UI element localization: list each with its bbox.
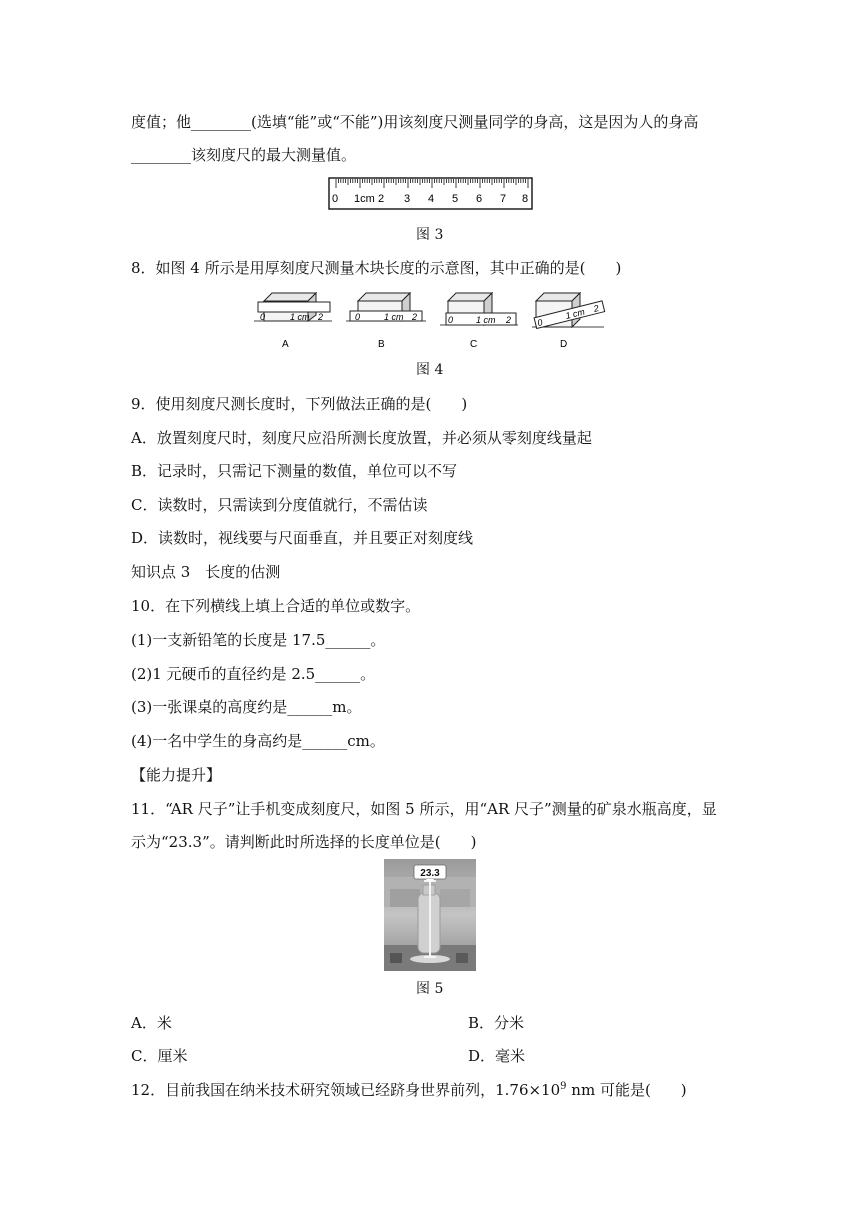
panel-d-letter: D	[560, 339, 568, 350]
q11-line1: 11．“AR 尺子”让手机变成刻度尺，如图 5 所示，用“AR 尺子”测量的矿泉水瓶高度，显	[131, 800, 717, 818]
q8-stem: 8．如图 4 所示是用厚刻度尺测量木块长度的示意图，其中正确的是( )	[131, 259, 622, 277]
panel-b-tick1: 1 cm	[384, 312, 404, 322]
figure4-diagram	[254, 283, 606, 353]
panel-b-tick2: 2	[412, 312, 418, 322]
figure4-panel-b	[346, 293, 426, 350]
panel-a-tick2: 2	[318, 312, 324, 322]
q10-stem: 10．在下列横线上填上合适的单位或数字。	[131, 597, 421, 615]
figure3-ruler	[328, 177, 534, 211]
panel-a-tick0: 0	[260, 312, 266, 322]
panel-a-letter: A	[282, 339, 289, 350]
q10-item-2: (2)1 元硬币的直径约是 2.5______。	[131, 665, 376, 683]
figure4-panel-c	[440, 293, 518, 350]
figure4-panel-a	[254, 293, 332, 350]
q9-option-b: B．记录时，只需记下测量的数值，单位可以不写	[131, 462, 458, 480]
panel-d-tick1: 1 cm	[564, 306, 586, 322]
q11-option-d: D．毫米	[468, 1047, 526, 1065]
panel-b-letter: B	[378, 339, 385, 350]
ruler3-label-5: 5	[452, 193, 459, 205]
ability-heading: 【能力提升】	[131, 766, 222, 784]
ruler3-label-6: 6	[476, 193, 483, 205]
q11-option-c: C．厘米	[131, 1047, 188, 1065]
section-3-heading: 知识点 3 长度的估测	[131, 563, 281, 581]
q7-line2: ________该刻度尺的最大测量值。	[131, 146, 357, 164]
ruler3-label-4: 4	[428, 193, 435, 205]
q10-item-1: (1)一支新铅笔的长度是 17.5______。	[131, 631, 386, 649]
panel-d-tick2: 2	[592, 303, 600, 314]
panel-c-tick1: 1 cm	[476, 315, 496, 325]
ruler3-label-7: 7	[500, 193, 507, 205]
q12-stem	[131, 1080, 687, 1100]
panel-c-tick0: 0	[448, 315, 454, 325]
figure4-panel-d	[532, 293, 605, 350]
q9-stem: 9．使用刻度尺测长度时，下列做法正确的是( )	[131, 395, 468, 413]
ruler3-label-8: 8	[522, 193, 529, 205]
ruler3-label-2: 2	[378, 193, 385, 205]
q9-option-a: A．放置刻度尺时，刻度尺应沿所测长度放置，并必须从零刻度线量起	[131, 429, 592, 447]
panel-a-tick1: 1 cm	[290, 312, 310, 322]
q11-option-b: B．分米	[468, 1014, 525, 1032]
q9-option-d: D．读数时，视线要与尺面垂直，并且要正对刻度线	[131, 529, 474, 547]
q10-item-3: (3)一张课桌的高度约是______m。	[131, 698, 362, 716]
q11-option-a: A．米	[131, 1014, 172, 1032]
ruler3-label-1cm: 1cm	[354, 193, 375, 205]
ar-reading-label: 23.3	[420, 868, 440, 879]
panel-c-letter: C	[470, 339, 478, 350]
ruler3-label-0: 0	[332, 193, 339, 205]
q9-option-c: C．读数时，只需读到分度值就行，不需估读	[131, 496, 428, 514]
panel-b-tick0: 0	[355, 312, 361, 322]
q12-stem-post: nm 可能是( )	[566, 1081, 687, 1099]
figure4-caption: 图 4	[416, 362, 444, 378]
q7-line1: 度值；他________(选填“能”或“不能”)用该刻度尺测量同学的身高，这是因为人的身高	[131, 113, 699, 131]
figure3-caption: 图 3	[416, 227, 444, 243]
panel-d-tick0: 0	[536, 317, 544, 329]
q10-item-4: (4)一名中学生的身高约是______cm。	[131, 732, 385, 750]
panel-c-tick2: 2	[506, 315, 512, 325]
q12-exponent: 9	[560, 1081, 567, 1092]
ruler3-label-3: 3	[404, 193, 411, 205]
q11-line2: 示为“23.3”。请判断此时所选择的长度单位是( )	[131, 833, 477, 851]
figure5-caption: 图 5	[416, 981, 444, 997]
q12-stem-pre: 12．目前我国在纳米技术研究领域已经跻身世界前列，1.76×10	[131, 1081, 561, 1099]
figure5-photo	[384, 859, 476, 971]
